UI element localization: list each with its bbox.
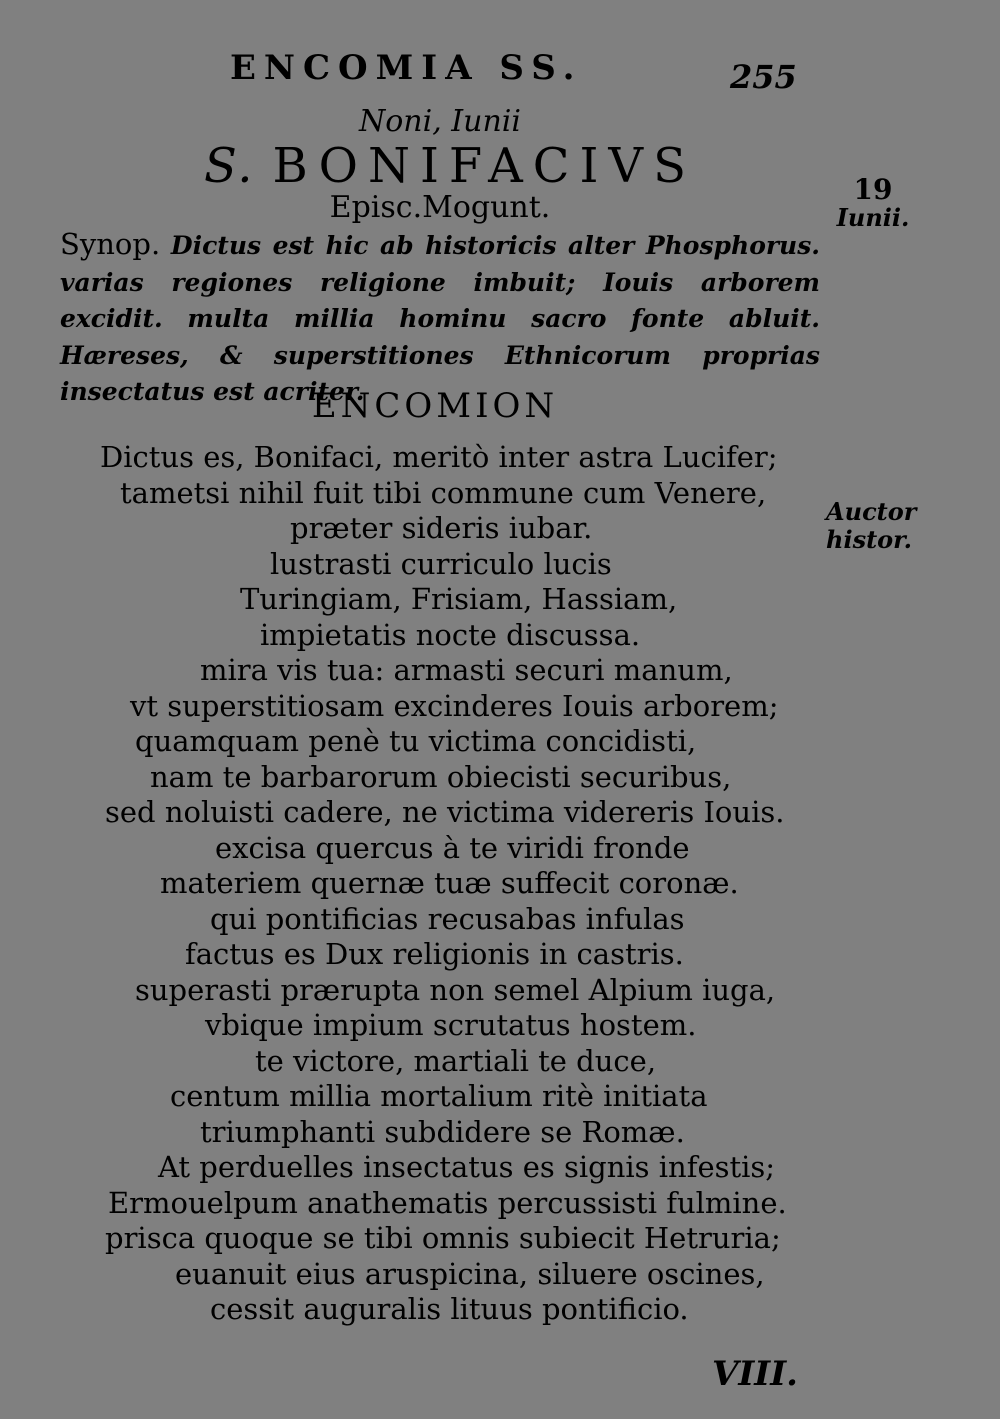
- section-title: ENCOMION: [311, 386, 559, 426]
- feast-date: Noni, Iunii: [359, 104, 521, 139]
- poem-line: materiem quernæ tuæ suffecit coronæ.: [160, 866, 739, 900]
- synopsis-label: Synop.: [60, 227, 161, 261]
- poem-line: lustrasti curriculo lucis: [270, 546, 612, 581]
- saint-abbreviation: S.: [204, 138, 255, 194]
- poem-line: superasti prærupta non semel Alpium iuga,: [135, 972, 776, 1007]
- poem-line: præter sideris iubar.: [290, 511, 593, 545]
- margin-source-line-2: histor.: [826, 525, 912, 554]
- margin-date-number: 19: [853, 173, 893, 206]
- poem-line: quamquam penè tu victima concidisti,: [135, 724, 697, 758]
- synopsis-text: Dictus est hic ab historicis alter Phosphorus. varias regiones religione imbuit; Iouis arborem excidit. multa millia hominu sacro fonte abluit. Hæreses, & superstitiones Ethnicorum proprias insectatus est acriter.: [60, 231, 820, 406]
- poem-line: Ermouelpum anathematis percussisti fulmine.: [108, 1185, 787, 1220]
- poem-line: centum millia mortalium ritè initiata: [170, 1079, 708, 1113]
- synopsis: [60, 226, 820, 411]
- poem-line: Dictus es, Bonifaci, meritò inter astra Lucifer;: [100, 440, 778, 474]
- poem-line: sed noluisti cadere, ne victima videreris Iouis.: [105, 795, 785, 829]
- poem-line: triumphanti subdidere se Romæ.: [200, 1114, 685, 1149]
- poem-line: qui pontificias recusabas infulas: [210, 901, 685, 936]
- margin-source-line-1: Auctor: [826, 497, 917, 526]
- page-number: 255: [730, 58, 797, 96]
- poem-line: impietatis nocte discussa.: [260, 617, 641, 652]
- poem-line: Turingiam, Frisiam, Hassiam,: [240, 582, 678, 616]
- margin-date-note: [828, 173, 918, 232]
- poem-line: te victore, martiali te duce,: [255, 1043, 657, 1078]
- poem-line: cessit auguralis lituus pontificio.: [210, 1292, 689, 1326]
- poem-line: prisca quoque se tibi omnis subiecit Hetruria;: [105, 1221, 781, 1255]
- margin-source-note: [826, 498, 926, 554]
- saint-name: BONIFACIVS: [272, 138, 696, 194]
- poem-line: excisa quercus à te viridi fronde: [215, 830, 690, 865]
- poem-line: factus es Dux religionis in castris.: [185, 937, 684, 971]
- poem: [80, 440, 820, 1328]
- poem-line: tametsi nihil fuit tibi commune cum Venere,: [120, 475, 767, 510]
- saint-heading: [150, 138, 750, 194]
- saint-office: Episc.Mogunt.: [329, 190, 551, 225]
- poem-line: vbique impium scrutatus hostem.: [205, 1008, 697, 1042]
- poem-line: vt superstitiosam excinderes Iouis arborem;: [130, 688, 779, 723]
- poem-line: At perduelles insectatus es signis infestis;: [158, 1150, 776, 1184]
- poem-line: nam te barbarorum obiecisti securibus,: [150, 759, 732, 794]
- poem-line: euanuit eius aruspicina, siluere oscines,: [175, 1256, 765, 1291]
- running-title: ENCOMIA SS.: [230, 48, 583, 88]
- margin-date-month: Iunii.: [836, 203, 910, 232]
- catchword: VIII.: [712, 1354, 798, 1394]
- poem-line: mira vis tua: armasti securi manum,: [200, 653, 733, 687]
